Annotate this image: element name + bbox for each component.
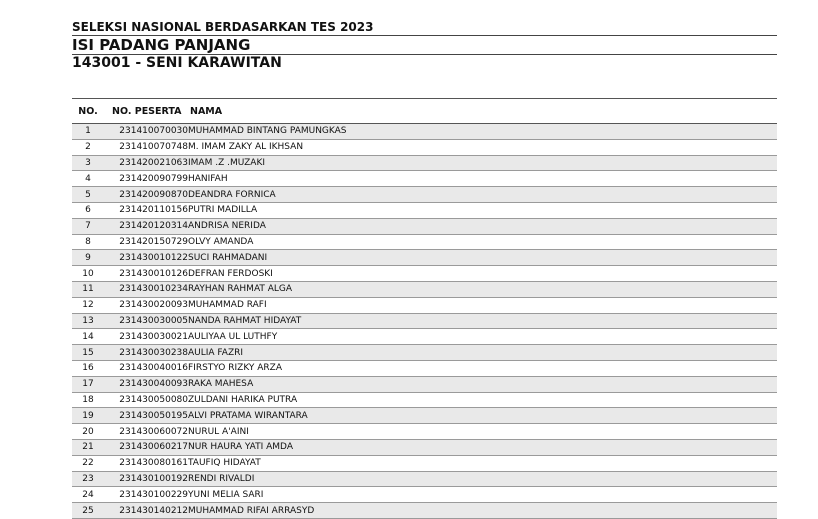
row-number: 19 [72,408,104,424]
table-header [72,99,777,124]
row-number: 15 [72,345,104,361]
row-number: 24 [72,487,104,503]
participant-name: OLVY AMANDA [188,234,777,250]
institution-title: ISI PADANG PANJANG [72,36,251,54]
participant-number: 231430040093 [104,376,188,392]
table-row [72,171,777,187]
participant-name: YUNI MELIA SARI [188,487,777,503]
row-number: 21 [72,439,104,455]
participant-name: TAUFIQ HIDAYAT [188,455,777,471]
participant-number: 231430010234 [104,281,188,297]
table-row [72,424,777,440]
participant-number: 231430020093 [104,297,188,313]
participant-name: NUR HAURA YATI AMDA [188,439,777,455]
table-row [72,376,777,392]
participant-number: 231430050195 [104,408,188,424]
participant-number: 231430010122 [104,250,188,266]
row-number: 2 [72,139,104,155]
participant-number: 231430060072 [104,424,188,440]
table-row [72,124,777,140]
row-number: 17 [72,376,104,392]
participant-number: 231420090870 [104,187,188,203]
table-row [72,202,777,218]
participant-number: 231410070748 [104,139,188,155]
row-number: 12 [72,297,104,313]
row-number: 9 [72,250,104,266]
participant-number: 231430100192 [104,471,188,487]
row-number: 25 [72,503,104,519]
table-row [72,345,777,361]
row-number: 23 [72,471,104,487]
participant-number: 231410070030 [104,124,188,140]
table-row [72,234,777,250]
row-number: 11 [72,281,104,297]
table-row [72,408,777,424]
participant-name: AULIYAA UL LUTHFY [188,329,777,345]
participant-name: NANDA RAHMAT HIDAYAT [188,313,777,329]
participant-number: 231420090799 [104,171,188,187]
participant-name: DEFRAN FERDOSKI [188,266,777,282]
row-number: 6 [72,202,104,218]
table-header-row [72,99,777,124]
participant-name: MUHAMMAD BINTANG PAMUNGKAS [188,124,777,140]
participant-number: 231430100229 [104,487,188,503]
participant-number: 231420120314 [104,218,188,234]
row-number: 7 [72,218,104,234]
participant-number: 231420021063 [104,155,188,171]
table-row [72,187,777,203]
participant-number: 231430040016 [104,360,188,376]
table-row [72,487,777,503]
table-row [72,329,777,345]
column-header-no: NO. [72,99,104,124]
row-number: 4 [72,171,104,187]
participant-number: 231430050080 [104,392,188,408]
column-header-peserta: NO. PESERTA [104,99,188,124]
participant-name: ALVI PRATAMA WIRANTARA [188,408,777,424]
participant-name: NURUL A'AINI [188,424,777,440]
participant-name: PUTRI MADILLA [188,202,777,218]
participant-number: 231430030005 [104,313,188,329]
table-row [72,281,777,297]
row-number: 8 [72,234,104,250]
table-row [72,503,777,519]
program-title: 143001 - SENI KARAWITAN [72,55,282,71]
table-row [72,155,777,171]
document-subtitle: SELEKSI NASIONAL BERDASARKAN TES 2023 [72,20,374,34]
participant-name: ZULDANI HARIKA PUTRA [188,392,777,408]
participant-number: 231420150729 [104,234,188,250]
row-number: 22 [72,455,104,471]
table-row [72,313,777,329]
participant-name: HANIFAH [188,171,777,187]
participant-number: 231430060217 [104,439,188,455]
participant-name: AULIA FAZRI [188,345,777,361]
table-row [72,218,777,234]
participant-name: MUHAMMAD RAFI [188,297,777,313]
participant-name: RENDI RIVALDI [188,471,777,487]
participant-number: 231430030238 [104,345,188,361]
column-header-nama: NAMA [188,99,777,124]
participant-number: 231420110156 [104,202,188,218]
participant-name: MUHAMMAD RIFAI ARRASYD [188,503,777,519]
row-number: 16 [72,360,104,376]
table-row [72,297,777,313]
table-row [72,250,777,266]
participant-name: DEANDRA FORNICA [188,187,777,203]
table-row [72,360,777,376]
row-number: 13 [72,313,104,329]
table-row [72,471,777,487]
table-body [72,124,777,519]
participant-name: ANDRISA NERIDA [188,218,777,234]
participant-name: FIRSTYO RIZKY ARZA [188,360,777,376]
participant-name: RAKA MAHESA [188,376,777,392]
row-number: 3 [72,155,104,171]
participant-table [72,98,777,519]
row-number: 20 [72,424,104,440]
table-row [72,392,777,408]
row-number: 10 [72,266,104,282]
participant-number: 231430080161 [104,455,188,471]
row-number: 18 [72,392,104,408]
participant-number: 231430010126 [104,266,188,282]
row-number: 1 [72,124,104,140]
participant-number: 231430030021 [104,329,188,345]
participant-number: 231430140212 [104,503,188,519]
table-row [72,266,777,282]
participant-name: M. IMAM ZAKY AL IKHSAN [188,139,777,155]
participant-name: SUCI RAHMADANI [188,250,777,266]
participant-name: IMAM .Z .MUZAKI [188,155,777,171]
row-number: 5 [72,187,104,203]
table-row [72,139,777,155]
table-row [72,455,777,471]
participant-name: RAYHAN RAHMAT ALGA [188,281,777,297]
table-row [72,439,777,455]
row-number: 14 [72,329,104,345]
